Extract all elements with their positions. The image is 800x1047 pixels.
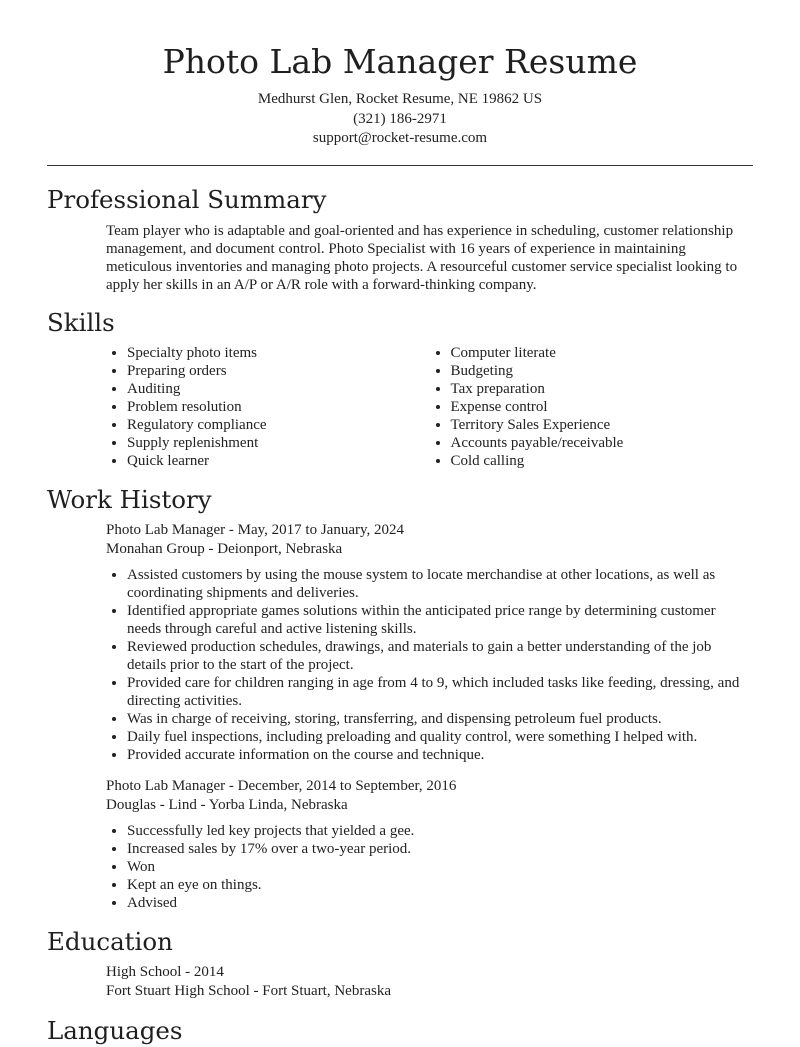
job-bullet: • Reviewed production schedules, drawings, and materials to gain a better understanding of the job details prior to the start of the project.	[127, 638, 753, 674]
languages-heading: Languages	[47, 1015, 183, 1045]
summary-text: Team player who is adaptable and goal-oriented and has experience in scheduling, customer relationship management, and document control. Photo Specialist with 16 years of experience in maintaining meticulous inventories and managing photo projects. A resourceful customer service specialist looking to apply her skills in an A/P or A/R role with a forward-thinking company.	[106, 222, 738, 293]
skill-item: • Territory Sales Experience	[451, 416, 754, 434]
education-school: Fort Stuart High School	[106, 982, 250, 999]
education-degree-line: High School - 2014	[106, 963, 224, 980]
job-location: Deionport, Nebraska	[217, 540, 343, 557]
skill-item: • Tax preparation	[451, 380, 754, 398]
skill-item: • Specialty photo items	[127, 344, 430, 362]
skill-item: • Quick learner	[127, 452, 430, 470]
job-bullets	[106, 566, 753, 764]
job-company-line: Douglas - Lind - Yorba Linda, Nebraska	[106, 796, 348, 813]
job-company: Douglas - Lind	[106, 796, 197, 813]
job-bullet: • Provided accurate information on the course and technique.	[127, 746, 753, 764]
job-role: Photo Lab Manager	[106, 521, 226, 538]
skill-item: • Regulatory compliance	[127, 416, 430, 434]
skill-item: • Problem resolution	[127, 398, 430, 416]
address-line: Medhurst Glen, Rocket Resume, NE 19862 US	[257, 91, 543, 107]
skill-item: • Computer literate	[451, 344, 754, 362]
job-location: Yorba Linda, Nebraska	[208, 796, 348, 813]
skills-heading: Skills	[47, 307, 115, 337]
job-bullet: • Won	[127, 858, 753, 876]
job-dates: May, 2017 to January, 2024	[237, 521, 405, 538]
resume-title: Photo Lab Manager Resume	[162, 42, 638, 81]
skill-item: • Auditing	[127, 380, 430, 398]
skills-section	[47, 307, 753, 470]
job-bullet: • Provided care for children ranging in age from 4 to 9, which included tasks like feeding, dressing, and directing activities.	[127, 674, 753, 710]
job-title-line: Photo Lab Manager - December, 2014 to September, 2016	[106, 777, 457, 794]
skills-list-left	[106, 344, 430, 470]
summary-section	[47, 184, 753, 294]
skill-item: • Cold calling	[451, 452, 754, 470]
header-divider	[47, 165, 753, 166]
education-entry	[106, 963, 753, 1001]
job-bullet: • Identified appropriate games solutions within the anticipated price range by determining customer needs through careful and active listening skills.	[127, 602, 753, 638]
resume-page	[47, 0, 753, 1047]
education-header	[106, 963, 753, 1001]
job-company-line: Monahan Group - Deionport, Nebraska	[106, 540, 343, 557]
contact-block	[47, 90, 753, 149]
summary-heading: Professional Summary	[47, 184, 327, 214]
job-bullet: • Advised	[127, 894, 753, 912]
education-year: 2014	[193, 963, 224, 980]
job-header	[106, 521, 753, 559]
skill-item: • Expense control	[451, 398, 754, 416]
education-degree: High School	[106, 963, 182, 980]
job-entry	[106, 521, 753, 764]
skills-list-right	[430, 344, 754, 470]
job-role: Photo Lab Manager	[106, 777, 226, 794]
education-school-line: Fort Stuart High School - Fort Stuart, Nebraska	[106, 982, 391, 999]
job-bullet: • Kept an eye on things.	[127, 876, 753, 894]
email-line: support@rocket-resume.com	[312, 130, 488, 146]
education-heading: Education	[47, 926, 173, 956]
job-company: Monahan Group	[106, 540, 205, 557]
job-bullets	[106, 822, 753, 912]
work-history-heading: Work History	[47, 484, 212, 514]
job-bullet: • Was in charge of receiving, storing, transferring, and dispensing petroleum fuel products.	[127, 710, 753, 728]
job-header	[106, 777, 753, 815]
job-bullet: • Increased sales by 17% over a two-year period.	[127, 840, 753, 858]
skill-item: • Supply replenishment	[127, 434, 430, 452]
job-bullet: • Successfully led key projects that yielded a gee.	[127, 822, 753, 840]
work-history-section	[47, 484, 753, 912]
skill-item: • Preparing orders	[127, 362, 430, 380]
skill-item: • Accounts payable/receivable	[451, 434, 754, 452]
skill-item: • Budgeting	[451, 362, 754, 380]
job-bullet: • Assisted customers by using the mouse system to locate merchandise at other locations, as well as coordinating shipments and deliveries.	[127, 566, 753, 602]
job-entry	[106, 777, 753, 912]
job-title-line: Photo Lab Manager - May, 2017 to January, 2024	[106, 521, 405, 538]
education-section	[47, 926, 753, 1001]
languages-section	[47, 1015, 753, 1047]
skills-columns	[106, 344, 753, 470]
job-bullet: • Daily fuel inspections, including preloading and quality control, were something I helped with.	[127, 728, 753, 746]
phone-line: (321) 186-2971	[353, 110, 447, 127]
education-location: Fort Stuart, Nebraska	[262, 982, 391, 999]
job-dates: December, 2014 to September, 2016	[237, 777, 457, 794]
